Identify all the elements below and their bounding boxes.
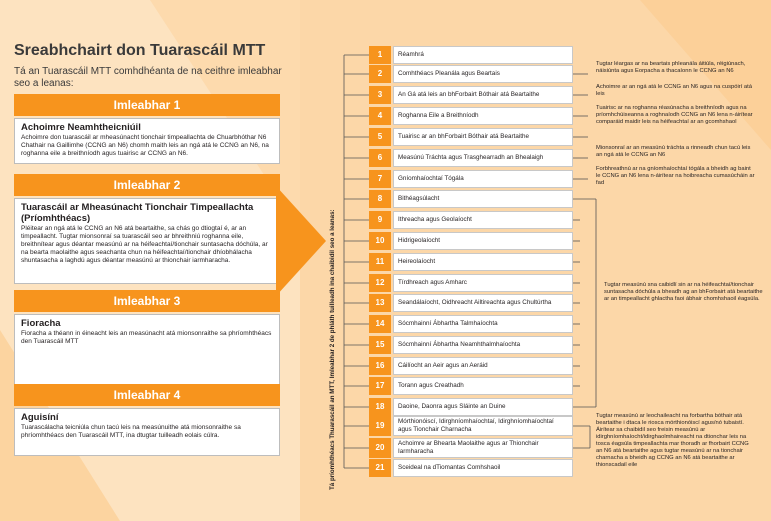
note-2: Achoimre ar an ngá atá le CCNG an N6 agus na cuspóirí atá leis	[596, 84, 752, 97]
chapter-number-20: 20	[369, 438, 391, 458]
chapter-title-6: Measúnú Tráchta agus Trasghearradh an Bhealaigh	[393, 149, 573, 167]
chapter-number-1: 1	[369, 46, 391, 64]
chapter-number-6: 6	[369, 149, 391, 167]
volume-1-name: Achoimre Neamhtheicniúil	[21, 122, 141, 133]
chapter-number-14: 14	[369, 315, 391, 333]
chapter-title-14: Sócmhainní Ábhartha Talmhaíochta	[393, 315, 573, 333]
volume-2-desc: Pléitear an ngá atá le CCNG an N6 atá beartaithe, sa chás go dtiogtaí é, ar an timpeallacht. Tugtar mionsonraí sa tuarascáil seo ar bhreithniú roghanna eile, breithnítear agus déantar measúnú ar na héifeachtaí/tionchair suntasacha dóchúla, ar na bearta maolaithe agus seachanta chun na héifeachtaí/tionchair dhíobhálacha shuntasacha a laghdú agus déantar measúnú ar thionchair iarmharacha.	[21, 225, 268, 264]
chapter-title-3: An Gá atá leis an bhForbairt Bóthair atá Beartaithe	[393, 86, 573, 104]
chapter-number-19: 19	[369, 416, 391, 436]
chapter-title-15: Sócmhainní Ábhartha Neamhthalmhaíochta	[393, 336, 573, 354]
page-title: Sreabhchairt don Tuarascáil MTT	[14, 42, 266, 59]
note-6: Tugtar measúnú sna caibidlí sin ar na héifeachtaí/tionchair suntasacha dóchúla a bheadh ag an bhForbairt atá beartaithe ar an timpeallacht ghlactha faoi ábhair chomhshaoil éagsúla.	[604, 282, 763, 302]
volume-3-heading: Imleabhar 3	[14, 290, 280, 312]
chapter-number-10: 10	[369, 232, 391, 250]
chapter-title-12: Tírdhreach agus Amharc	[393, 274, 573, 292]
note-1: Tugtar léargas ar na beartais phleanála áitiúla, réigiúnach, náisiúnta agus Eorpacha a thacaíonn le CCNG an N6	[596, 61, 746, 74]
chapter-title-13: Seandálaíocht, Oidhreacht Ailtireachta agus Chultúrtha	[393, 294, 573, 312]
chapter-title-20: Achoimre ar Bhearta Maolaithe agus ar Thionchair Iarmharacha	[393, 438, 573, 458]
chapter-title-8: Bithéagsúlacht	[393, 190, 573, 208]
chapter-number-16: 16	[369, 357, 391, 375]
note-5: Forbhreathnú ar na gníomhaíochtaí tógála a bheidh ag baint le CCNG an N6 lena n-áirítear na hoibreacha cumasúcháin ar fad	[596, 166, 755, 186]
volume-1-heading: Imleabhar 1	[14, 94, 280, 116]
chapter-number-2: 2	[369, 65, 391, 83]
chapter-title-2: Comhthéacs Pleanála agus Beartais	[393, 65, 573, 83]
note-4: Mionsonraí ar an measúnú tráchta a rinneadh chun tacú leis an ngá atá le CCNG an N6	[596, 145, 751, 158]
chapter-number-18: 18	[369, 398, 391, 416]
volume-4-name: Aguisíní	[21, 412, 59, 423]
chapter-number-11: 11	[369, 253, 391, 271]
volume-1-desc: Achoimre don tuarascáil ar mheasúnacht tionchair timpeallachta de Chuarbhóthar N6 Chathair na Gaillimhe (CCNG an N6) chomh maith leis an ngá atá le CCNG an N6, na roghanna eile a breithníodh agus tuairisc ar CCNG an N6.	[21, 134, 269, 157]
chapter-title-10: Hidrigeolaíocht	[393, 232, 573, 250]
volume-4-heading: Imleabhar 4	[14, 384, 280, 406]
volume-3-name: Fioracha	[21, 318, 61, 329]
chapter-title-17: Torann agus Creathadh	[393, 377, 573, 395]
chapter-number-17: 17	[369, 377, 391, 395]
chapter-title-16: Cáilíocht an Aeir agus an Aeráid	[393, 357, 573, 375]
chapter-title-1: Réamhrá	[393, 46, 573, 64]
volume-3-desc: Fioracha a théann in éineacht leis an measúnacht atá mionsonraithe sa phríomhthéacs den Tuarascáil MTT	[21, 330, 272, 345]
chapter-title-9: Ithreacha agus Geolaíocht	[393, 211, 573, 229]
chapter-title-5: Tuairisc ar an bhForbairt Bóthair atá Beartaithe	[393, 128, 573, 146]
chapter-title-7: Gníomhaíochtaí Tógála	[393, 170, 573, 188]
volume-2-name: Tuarascáil ar Mheasúnacht Tionchair Timpeallachta (Príomhthéacs)	[21, 202, 254, 224]
note-3: Tuairisc ar na roghanna réasúnacha a breithníodh agus na príomhchúiseanna a roghnaíodh CCNG an N6 lena n-áirítear comparáid maidir leis na héifeachtaí ar an gcomhshaol	[596, 105, 753, 125]
chapter-number-7: 7	[369, 170, 391, 188]
page-subtitle: Tá an Tuarascáil MTT comhdhéanta de na ceithre imleabhar seo a leanas:	[14, 66, 282, 89]
chapter-title-11: Heireolaíocht	[393, 253, 573, 271]
chapter-number-4: 4	[369, 107, 391, 125]
note-7: Tugtar measúnú ar leochaileacht na forbartha bóthair atá beartaithe i dtaca le riosca mórthionóiscí agus/nó tubaistí. Áirítear sa chaibidil seo freisin measúnú ar idirghníomhaíocht/idirghaolmhaireacht na dtionchar leis na tosca éagsúla timpeallachta mar thoradh ar fhorbairt CCNG an N6 atá beartaithe agus tugtar measúnú ar na tionchair charnacha a bheidh ag CCNG an N6 atá beartaithe ar thionscadail eile	[596, 413, 749, 468]
vertical-label: Tá príomhthéacs Thuarascáil an MTT, Imleabhar 2 de phláth tuilleadh ina chaibidil seo a leanas:	[329, 209, 336, 490]
chapter-number-3: 3	[369, 86, 391, 104]
chapter-number-9: 9	[369, 211, 391, 229]
chapter-title-21: Sceideal na dTiomantas Comhshaoil	[393, 459, 573, 477]
chapter-title-18: Daoine, Daonra agus Sláinte an Duine	[393, 398, 573, 416]
chapter-number-8: 8	[369, 190, 391, 208]
volume-2-heading: Imleabhar 2	[14, 174, 280, 196]
volume-4-desc: Tuarascálacha teicniúla chun tacú leis na measúnuithe atá mionsonraithe sa phríomhthéacs den Tuarascáil MTT, ina dtugtar tuilleadh eolais cúlra.	[21, 424, 241, 439]
chapter-number-15: 15	[369, 336, 391, 354]
chapter-number-21: 21	[369, 459, 391, 477]
chapter-number-5: 5	[369, 128, 391, 146]
chapter-title-4: Roghanna Eile a Breithníodh	[393, 107, 573, 125]
chapter-number-13: 13	[369, 294, 391, 312]
chapter-number-12: 12	[369, 274, 391, 292]
chapter-title-19: Mórthionóiscí, Idirghníomhaíochtaí, Idirghníomhaíochtaí agus Tionchair Charnacha	[393, 416, 573, 436]
